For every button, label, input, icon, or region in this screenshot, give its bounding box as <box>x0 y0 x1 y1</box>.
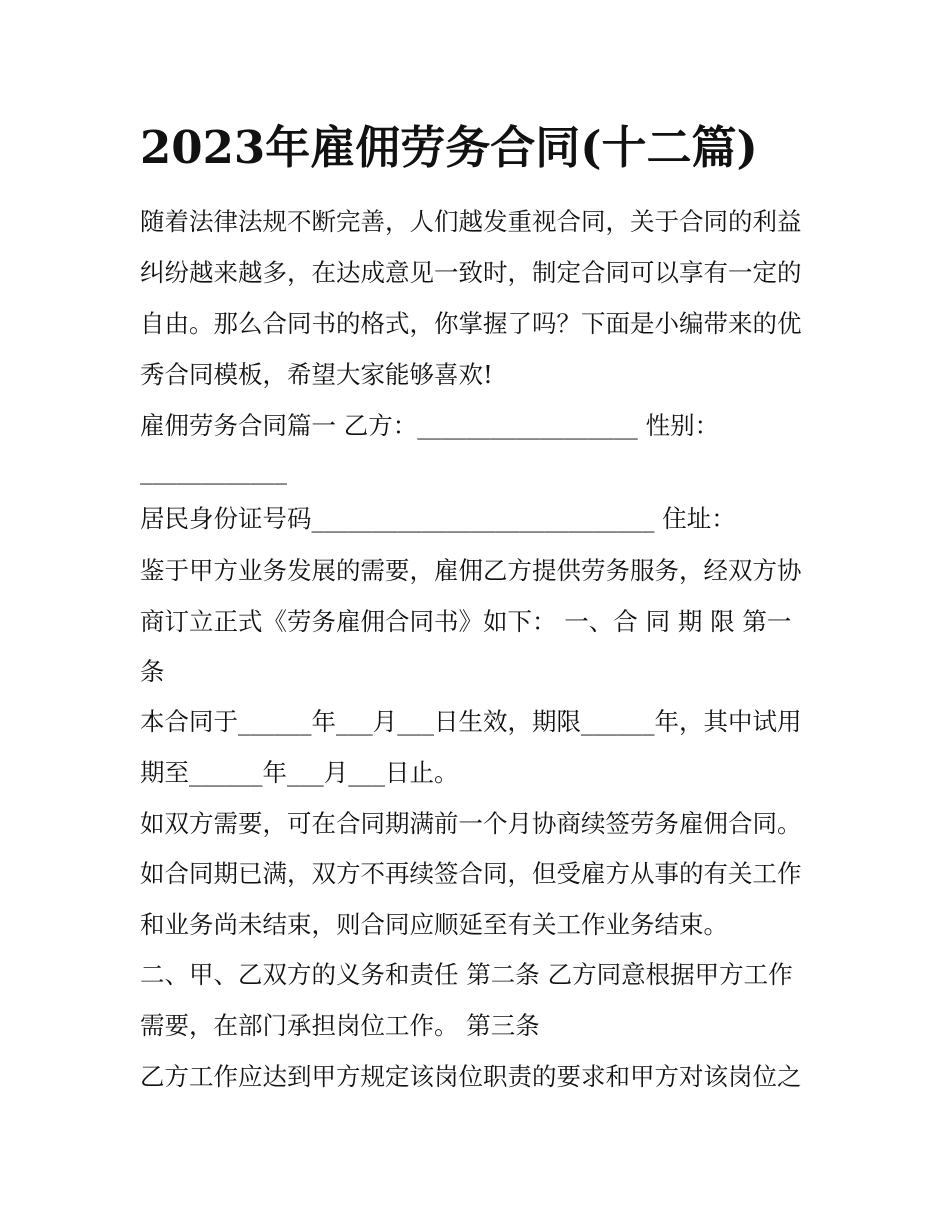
body-line: 秀合同模板，希望大家能够喜欢! <box>140 360 493 389</box>
body-line: 和业务尚未结束，则合同应顺延至有关工作业务结束。 <box>140 910 728 939</box>
document-title: 2023年雇佣劳务合同(十二篇) <box>140 121 758 174</box>
body-line: 居民身份证号码____________________________ 住址： <box>140 504 736 533</box>
body-line: 期至______年___月___日止。 <box>140 758 459 787</box>
body-line: 本合同于______年___月___日生效，期限______年，其中试用 <box>140 707 802 736</box>
body-line: 乙方工作应达到甲方规定该岗位职责的要求和甲方对该岗位之 <box>140 1062 802 1091</box>
body-line: 自由。那么合同书的格式，你掌握了吗？下面是小编带来的优 <box>140 309 802 338</box>
body-line: 随着法律法规不断完善，人们越发重视合同，关于合同的利益 <box>140 207 802 236</box>
body-line: 二、甲、乙双方的义务和责任 第二条 乙方同意根据甲方工作 <box>140 960 793 989</box>
body-line: 如合同期已满，双方不再续签合同，但受雇方从事的有关工作 <box>140 859 802 888</box>
body-line: 条 <box>140 657 165 686</box>
body-line: 纠纷越来越多，在达成意见一致时，制定合同可以享有一定的 <box>140 258 802 287</box>
body-line: ____________ <box>140 456 287 485</box>
body-line: 如双方需要，可在合同期满前一个月协商续签劳务雇佣合同。 <box>140 809 802 838</box>
body-line: 商订立正式《劳务雇佣合同书》如下： 一、合 同 期 限 第一 <box>140 607 792 636</box>
body-line: 需要，在部门承担岗位工作。 第三条 <box>140 1011 540 1040</box>
body-line: 雇佣劳务合同篇一 乙方：__________________ 性别： <box>140 411 720 440</box>
body-line: 鉴于甲方业务发展的需要，雇佣乙方提供劳务服务，经双方协 <box>140 556 802 585</box>
